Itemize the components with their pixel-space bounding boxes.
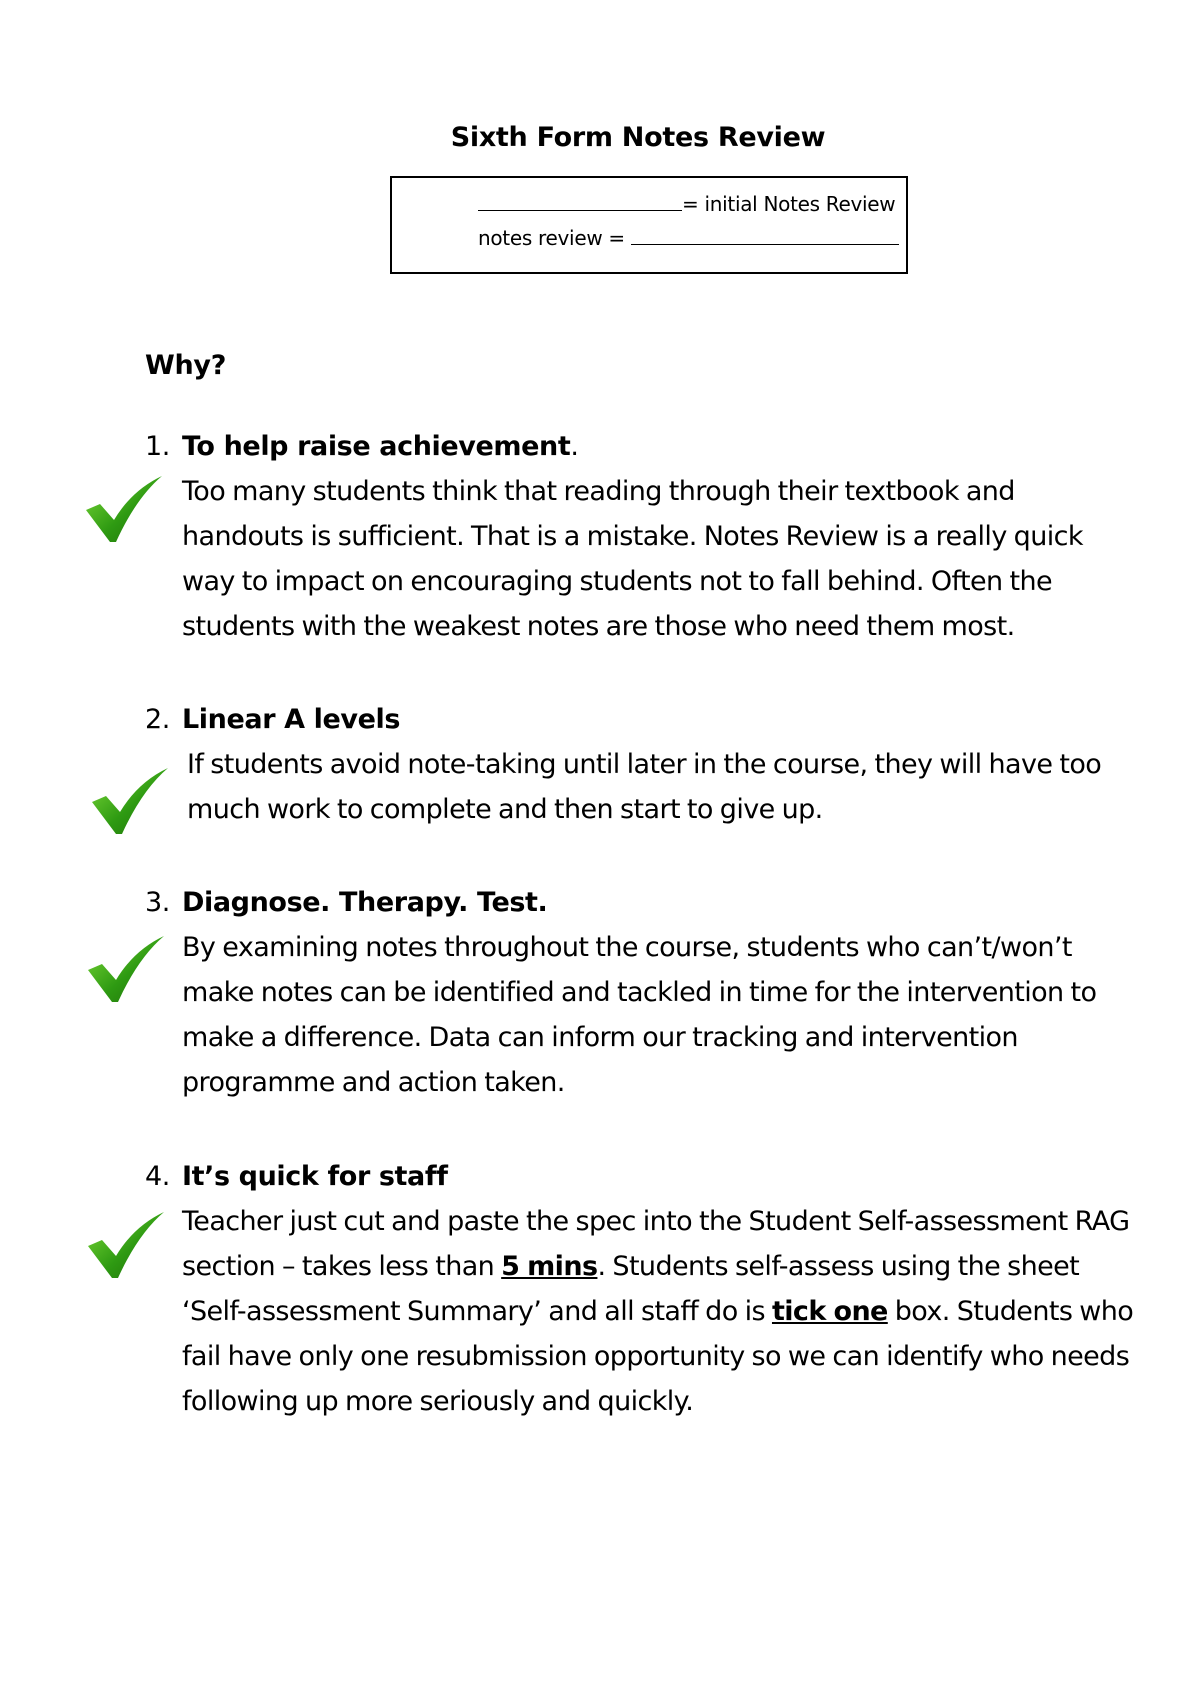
section-number: 1. bbox=[145, 431, 170, 462]
body-text: . Students self-assess using the sheet ‘Self-assessment Summary’ and all staff do is bbox=[182, 1251, 1080, 1327]
section-body bbox=[182, 1199, 1135, 1424]
green-checkmark-icon bbox=[86, 1212, 166, 1282]
section-title bbox=[145, 424, 1135, 469]
section-title bbox=[145, 697, 1135, 742]
section-body: By examining notes throughout the course, students who can’t/won’t make notes can be identified and tackled in time for the intervention to make a difference. Data can inform our tracking and intervention programme and action taken. bbox=[182, 932, 1097, 1098]
section-title-text: Linear A levels bbox=[182, 704, 401, 735]
section-title-period: . bbox=[570, 431, 579, 462]
section-raise-achievement bbox=[145, 424, 1135, 649]
section-number: 2. bbox=[145, 704, 170, 735]
section-number: 4. bbox=[145, 1161, 170, 1192]
emphasis-5-mins: 5 mins bbox=[501, 1251, 598, 1282]
date-line-initial bbox=[478, 192, 895, 216]
date-line-review-label: notes review = bbox=[478, 226, 625, 250]
page-title: Sixth Form Notes Review bbox=[450, 122, 826, 153]
section-number: 3. bbox=[145, 887, 170, 918]
section-body: If students avoid note-taking until later in the course, they will have too much work to complete and then start to give up. bbox=[187, 749, 1102, 825]
date-line-review bbox=[478, 226, 899, 250]
date-box bbox=[390, 176, 908, 274]
green-checkmark-icon bbox=[90, 768, 170, 838]
green-checkmark-icon bbox=[86, 936, 166, 1006]
section-quick-for-staff bbox=[145, 1154, 1135, 1424]
section-title-text: Diagnose. Therapy. Test. bbox=[182, 887, 548, 918]
green-checkmark-icon bbox=[84, 476, 164, 546]
section-title bbox=[145, 880, 1135, 925]
section-body: Too many students think that reading through their textbook and handouts is sufficient. That is a mistake. Notes Review is a really quick way to impact on encouraging students not to fall behind. Often the students with the weakest notes are those who need them most. bbox=[182, 476, 1083, 642]
why-heading: Why? bbox=[145, 350, 227, 381]
body-text: box. Students who fail have only one resubmission opportunity so we can identify who needs following up more seriously and quickly. bbox=[182, 1296, 1134, 1417]
blank-line bbox=[478, 192, 682, 211]
section-linear-a-levels bbox=[145, 697, 1135, 832]
section-title bbox=[145, 1154, 1135, 1199]
blank-line bbox=[631, 226, 899, 245]
body-text: Teacher just cut and paste the spec into the Student Self-assessment RAG section – takes less than bbox=[182, 1206, 1130, 1282]
section-title-text: To help raise achievement bbox=[182, 431, 571, 462]
emphasis-tick-one: tick one bbox=[771, 1296, 888, 1327]
section-diagnose-therapy-test bbox=[145, 880, 1135, 1105]
date-line-initial-label: = initial Notes Review bbox=[682, 192, 896, 216]
section-title-text: It’s quick for staff bbox=[182, 1161, 448, 1192]
